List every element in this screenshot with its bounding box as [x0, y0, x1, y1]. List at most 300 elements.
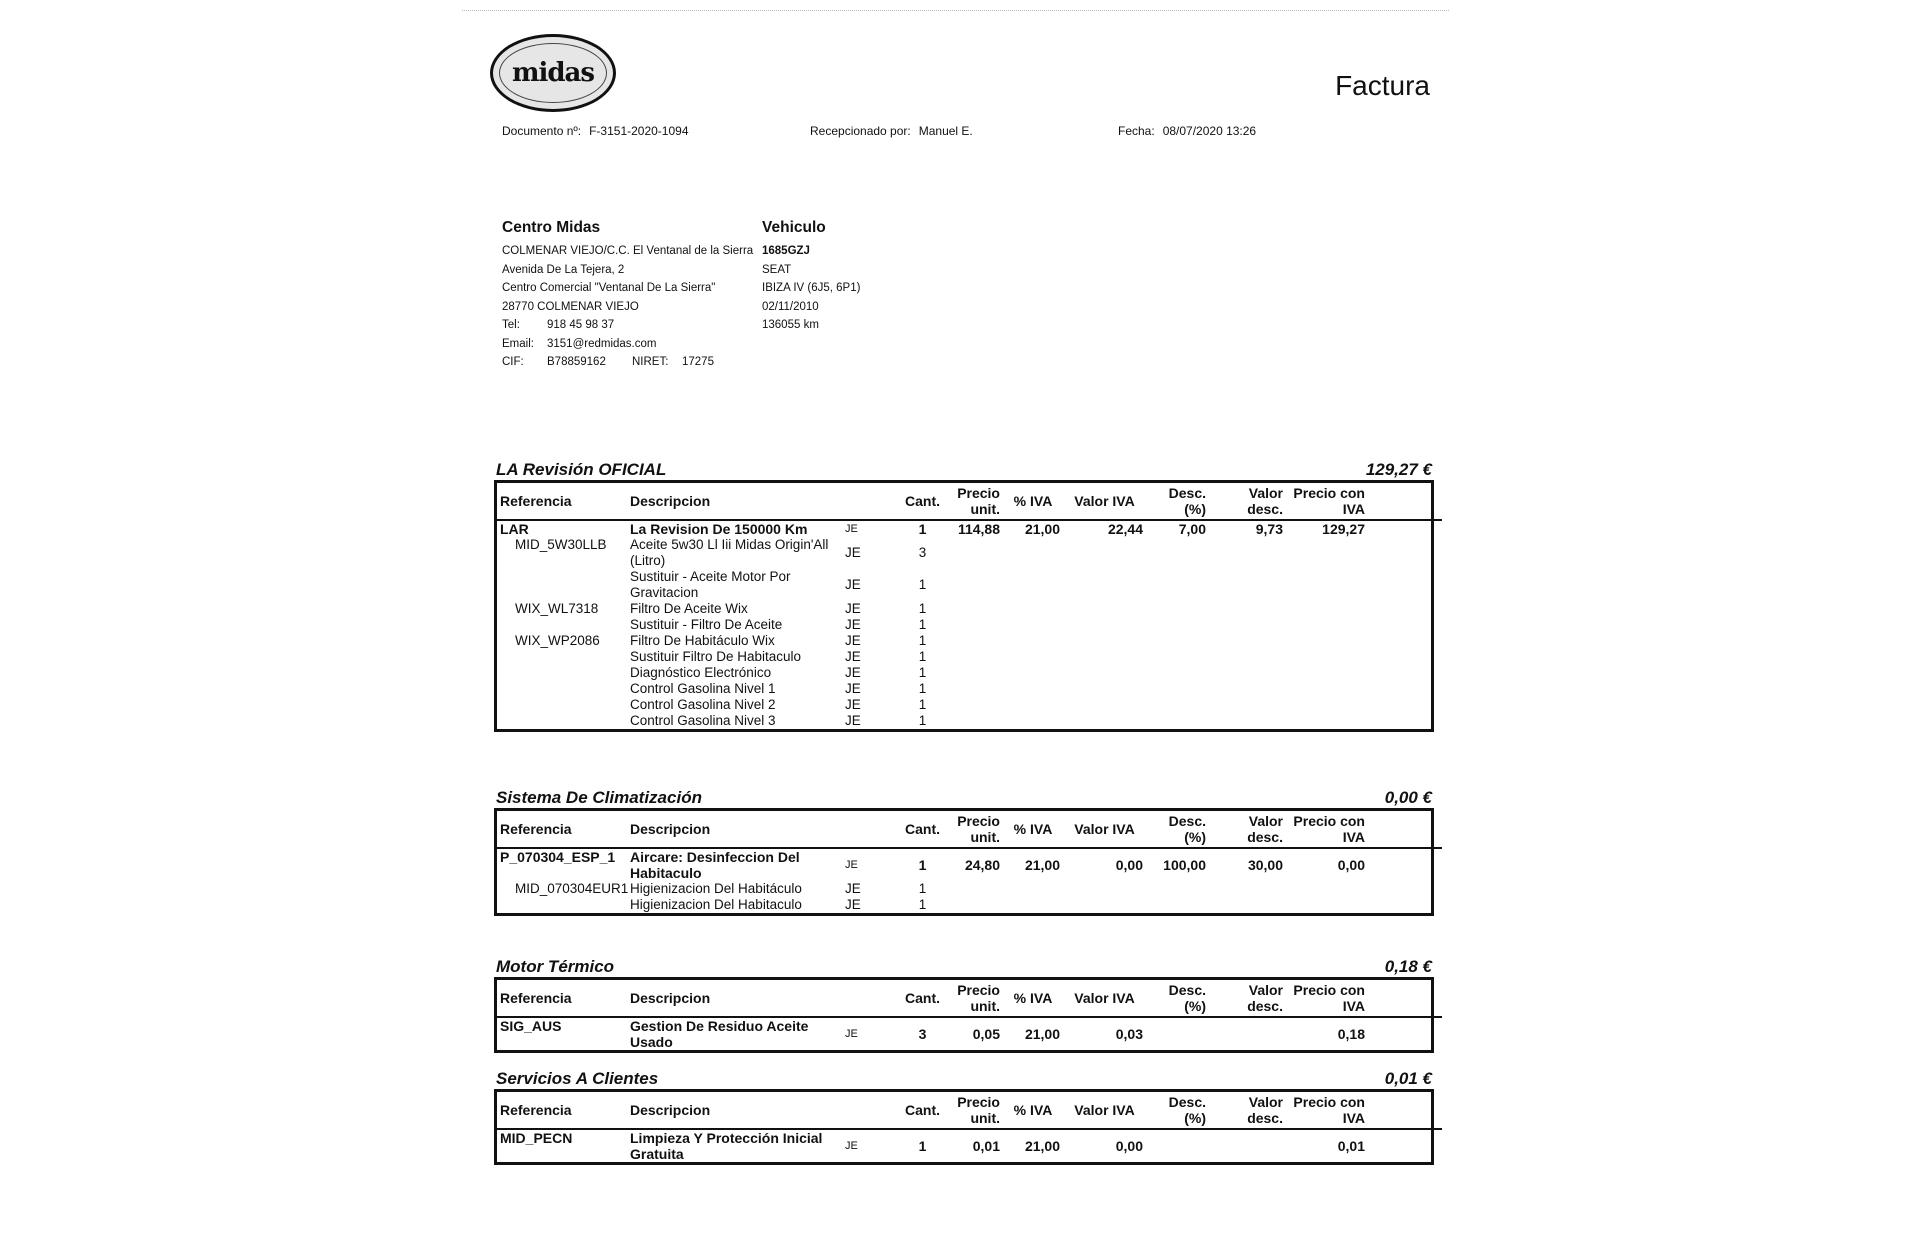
cell-precio-iva: 0,18 [1337, 1026, 1365, 1042]
cell-valor-iva [1063, 617, 1146, 633]
cell-precio-iva [1286, 617, 1368, 633]
centro-cif [502, 353, 753, 372]
table-row [497, 1129, 1442, 1162]
cell-cant: 1 [918, 881, 927, 896]
cell-descripcion: Control Gasolina Nivel 1 [630, 681, 776, 696]
cell-descripcion: Diagnóstico Electrónico [630, 665, 772, 680]
col-desc-pct-line1: Desc. [1168, 485, 1206, 501]
col-descripcion [627, 1092, 842, 1129]
cell-valor-iva: 0,00 [1115, 1138, 1143, 1154]
header-row [497, 483, 1442, 520]
cell-precio-unit [947, 897, 1003, 913]
col-desc-pct [1146, 980, 1209, 1017]
cell-referencia [497, 649, 627, 665]
table-row [497, 713, 1442, 729]
cell-referencia: LAR [500, 521, 529, 537]
cell-referencia: WIX_WP2086 [515, 633, 600, 648]
cell-precio-unit: 114,88 [957, 521, 1000, 537]
cell-iva [1003, 697, 1063, 713]
items-table-box [494, 480, 1434, 732]
col-precio-unit [947, 483, 1003, 520]
centro-email [502, 335, 753, 354]
cell-cant: 1 [918, 521, 927, 537]
cell-cant: 3 [918, 545, 927, 560]
col-desc-pct-line1: Desc. [1168, 813, 1206, 829]
cell-descripcion: Sustituir - Aceite Motor Por Gravitacion [630, 569, 791, 600]
cell-valor-desc [1209, 537, 1286, 569]
cell-je: JE [845, 1140, 858, 1152]
items-table [497, 980, 1442, 1050]
cell-je: JE [845, 601, 861, 616]
col-desc-pct-line2: (%) [1184, 501, 1206, 517]
section-header [494, 456, 1434, 480]
col-valor-iva-line1: Valor IVA [1074, 821, 1135, 837]
cell-valor-desc [1209, 897, 1286, 913]
cell-precio-unit [947, 697, 1003, 713]
cell-referencia: MID_5W30LLB [515, 537, 607, 552]
col-valor-desc [1209, 811, 1286, 848]
cell-je: JE [845, 633, 861, 648]
cell-descripcion: Aceite 5w30 Ll Iii Midas Origin'All (Litro) [630, 537, 829, 568]
cell-valor-iva [1063, 569, 1146, 601]
table-row [497, 897, 1442, 913]
cell-iva: 21,00 [1024, 1026, 1060, 1042]
cell-je: JE [845, 665, 861, 680]
header-row [497, 811, 1442, 848]
col-precio-unit-line1: Precio [957, 813, 1000, 829]
vehiculo-title: Vehiculo [762, 219, 826, 236]
cell-iva [1003, 881, 1063, 897]
col-referencia [497, 980, 627, 1017]
invoice-date [1118, 124, 1256, 138]
vehicle-plate: 1685GZJ [762, 245, 810, 257]
vehicle-model: IBIZA IV (6J5, 6P1) [762, 282, 861, 294]
cell-precio-unit [947, 601, 1003, 617]
cell-valor-desc [1209, 601, 1286, 617]
cell-je: JE [845, 617, 861, 632]
cell-desc-pct [1146, 881, 1209, 897]
col-cant-line1: Cant. [905, 821, 940, 837]
cell-iva: 21,00 [1024, 521, 1060, 537]
cell-iva [1003, 897, 1063, 913]
col-valor-iva-line1: Valor IVA [1074, 990, 1135, 1006]
doc-number [502, 124, 689, 138]
invoice-date-label: Fecha: [1118, 124, 1155, 138]
centro-block [502, 216, 753, 372]
col-valor-iva-line1: Valor IVA [1074, 493, 1135, 509]
col-valor-desc [1209, 980, 1286, 1017]
cell-iva [1003, 537, 1063, 569]
cell-precio-unit: 0,05 [972, 1026, 1000, 1042]
centro-line2: Avenida De La Tejera, 2 [502, 263, 625, 276]
cell-iva [1003, 569, 1063, 601]
document-title: Factura [1335, 70, 1430, 101]
table-row [497, 697, 1442, 713]
email-label: Email: [502, 337, 534, 350]
tel-value: 918 45 98 37 [547, 319, 615, 331]
col-iva [1003, 1092, 1063, 1129]
section-1 [494, 784, 1434, 916]
cell-precio-unit [947, 881, 1003, 897]
cell-referencia [497, 569, 627, 601]
cell-desc-pct [1146, 697, 1209, 713]
col-precio-unit-line2: unit. [970, 1110, 1000, 1126]
col-valor-iva [1063, 980, 1146, 1017]
cell-je: JE [845, 545, 861, 560]
cell-cant: 1 [918, 713, 927, 728]
cell-valor-desc: 30,00 [1247, 857, 1283, 873]
col-cant [898, 980, 947, 1017]
cell-iva [1003, 649, 1063, 665]
cell-iva [1003, 713, 1063, 729]
col-desc-pct-line1: Desc. [1168, 1094, 1206, 1110]
cell-precio-iva [1286, 649, 1368, 665]
section-total: 129,27 € [1365, 460, 1432, 479]
col-precio-iva-line2: IVA [1342, 1110, 1365, 1126]
cell-precio-iva: 0,00 [1337, 857, 1365, 873]
col-descripcion [627, 811, 842, 848]
col-precio-iva-line2: IVA [1342, 501, 1365, 517]
col-precio-unit [947, 1092, 1003, 1129]
logo-text: midas [499, 43, 607, 103]
cell-iva: 21,00 [1024, 857, 1060, 873]
items-table [497, 1092, 1442, 1162]
cell-valor-iva [1063, 897, 1146, 913]
cell-precio-iva [1286, 881, 1368, 897]
cell-je: JE [845, 577, 861, 592]
cell-desc-pct [1146, 665, 1209, 681]
col-referencia-line1: Referencia [500, 990, 572, 1006]
col-iva-line1: % IVA [1013, 990, 1053, 1006]
section-total: 0,01 € [1384, 1069, 1432, 1088]
col-cant-line1: Cant. [905, 990, 940, 1006]
col-valor-desc-line1: Valor [1248, 485, 1283, 501]
cell-referencia [497, 697, 627, 713]
tel-label: Tel: [502, 319, 520, 331]
col-iva-line1: % IVA [1013, 821, 1053, 837]
cell-cant: 1 [918, 601, 927, 616]
col-precio-iva [1286, 980, 1368, 1017]
cell-valor-iva [1063, 665, 1146, 681]
col-precio-unit-line1: Precio [957, 485, 1000, 501]
table-row [497, 633, 1442, 649]
cell-je: JE [845, 697, 861, 712]
cell-cant: 1 [918, 577, 927, 592]
col-valor-desc [1209, 483, 1286, 520]
cell-valor-desc [1209, 569, 1286, 601]
items-table-box [494, 1089, 1434, 1165]
cell-precio-unit [947, 617, 1003, 633]
cell-referencia [497, 665, 627, 681]
col-referencia-line1: Referencia [500, 1102, 572, 1118]
cell-cant: 3 [918, 1026, 927, 1042]
cell-iva [1003, 681, 1063, 697]
table-row [497, 848, 1442, 881]
cell-precio-unit: 24,80 [964, 857, 1000, 873]
doc-number-label: Documento nº: [502, 124, 582, 138]
cell-referencia: P_070304_ESP_1 [500, 849, 616, 865]
cell-valor-desc [1209, 617, 1286, 633]
midas-logo [490, 34, 616, 112]
col-precio-iva-line1: Precio con [1293, 485, 1365, 501]
cell-valor-desc [1209, 1017, 1286, 1050]
table-row [497, 649, 1442, 665]
cell-iva [1003, 601, 1063, 617]
cell-referencia [497, 713, 627, 729]
cell-precio-unit [947, 713, 1003, 729]
cell-desc-pct: 7,00 [1178, 521, 1206, 537]
cell-precio-iva [1286, 713, 1368, 729]
cell-precio-unit [947, 633, 1003, 649]
col-valor-desc-line2: desc. [1247, 829, 1283, 845]
cell-cant: 1 [918, 649, 927, 664]
cell-valor-iva [1063, 601, 1146, 617]
col-desc-pct [1146, 1092, 1209, 1129]
cell-valor-desc [1209, 649, 1286, 665]
col-referencia-line1: Referencia [500, 493, 572, 509]
col-desc-pct [1146, 811, 1209, 848]
col-precio-iva-line1: Precio con [1293, 1094, 1365, 1110]
cell-valor-desc [1209, 881, 1286, 897]
section-title: LA Revisión OFICIAL [496, 460, 667, 479]
cell-valor-desc [1209, 713, 1286, 729]
cell-precio-iva [1286, 665, 1368, 681]
cell-descripcion: Sustituir - Filtro De Aceite [630, 617, 783, 632]
col-desc-pct-line1: Desc. [1168, 982, 1206, 998]
section-2 [494, 953, 1434, 1053]
col-valor-desc-line1: Valor [1248, 1094, 1283, 1110]
cell-desc-pct [1146, 1017, 1209, 1050]
col-descripcion-line1: Descripcion [630, 493, 711, 509]
cell-precio-unit [947, 649, 1003, 665]
cell-valor-desc [1209, 697, 1286, 713]
col-precio-unit [947, 811, 1003, 848]
col-iva-line1: % IVA [1013, 1102, 1053, 1118]
cell-referencia [497, 617, 627, 633]
col-valor-iva-line1: Valor IVA [1074, 1102, 1135, 1118]
col-valor-iva [1063, 811, 1146, 848]
header-row [497, 1092, 1442, 1129]
cell-precio-iva [1286, 697, 1368, 713]
cell-precio-iva [1286, 601, 1368, 617]
cell-je: JE [845, 897, 861, 912]
cell-precio-iva [1286, 681, 1368, 697]
cell-iva [1003, 633, 1063, 649]
cell-descripcion: Gestion De Residuo Aceite Usado [630, 1018, 809, 1050]
cell-descripcion: Filtro De Habitáculo Wix [630, 633, 775, 648]
cell-valor-iva: 0,03 [1115, 1026, 1143, 1042]
received-by [810, 124, 973, 138]
doc-number-value: F-3151-2020-1094 [589, 124, 689, 138]
table-row [497, 520, 1442, 537]
table-row [497, 569, 1442, 601]
cell-valor-iva [1063, 713, 1146, 729]
cell-desc-pct: 100,00 [1163, 857, 1206, 873]
centro-title: Centro Midas [502, 219, 601, 236]
col-referencia [497, 1092, 627, 1129]
cell-precio-unit [947, 569, 1003, 601]
section-header [494, 1065, 1434, 1089]
cell-descripcion: Higienizacion Del Habitáculo [630, 881, 802, 896]
table-row [497, 1017, 1442, 1050]
niret-label: NIRET: [632, 356, 669, 368]
col-valor-iva [1063, 483, 1146, 520]
col-je-spacer [842, 1092, 898, 1129]
cell-descripcion: Control Gasolina Nivel 3 [630, 713, 776, 728]
cell-desc-pct [1146, 681, 1209, 697]
cell-cant: 1 [918, 857, 927, 873]
col-referencia [497, 811, 627, 848]
cell-precio-unit [947, 537, 1003, 569]
cell-valor-iva [1063, 697, 1146, 713]
cell-je: JE [845, 681, 861, 696]
col-desc-pct-line2: (%) [1184, 998, 1206, 1014]
cell-cant: 1 [918, 617, 927, 632]
table-row [497, 681, 1442, 697]
cell-desc-pct [1146, 601, 1209, 617]
centro-line3: Centro Comercial "Ventanal De La Sierra" [502, 282, 716, 294]
cell-precio-iva: 0,01 [1337, 1138, 1365, 1154]
invoice-date-value: 08/07/2020 13:26 [1162, 124, 1257, 138]
vehicle-km: 136055 km [762, 319, 819, 331]
cell-cant: 1 [918, 897, 927, 912]
cell-referencia: WIX_WL7318 [515, 601, 599, 616]
cell-desc-pct [1146, 713, 1209, 729]
cell-precio-iva [1286, 633, 1368, 649]
table-row [497, 617, 1442, 633]
col-referencia [497, 483, 627, 520]
cell-descripcion: Control Gasolina Nivel 2 [630, 697, 776, 712]
cell-valor-desc: 9,73 [1255, 521, 1283, 537]
cell-desc-pct [1146, 537, 1209, 569]
col-desc-pct [1146, 483, 1209, 520]
cell-iva [1003, 665, 1063, 681]
cell-precio-iva: 129,27 [1322, 521, 1365, 537]
col-descripcion-line1: Descripcion [630, 821, 711, 837]
table-row [497, 601, 1442, 617]
col-precio-unit-line1: Precio [957, 1094, 1000, 1110]
table-row [497, 881, 1442, 897]
cell-cant: 1 [918, 633, 927, 648]
cell-je: JE [845, 1028, 858, 1040]
cell-precio-unit: 0,01 [972, 1138, 1000, 1154]
col-descripcion [627, 980, 842, 1017]
cell-precio-unit [947, 665, 1003, 681]
col-iva [1003, 980, 1063, 1017]
cell-je: JE [845, 881, 861, 896]
received-by-label: Recepcionado por: [810, 124, 911, 138]
col-precio-unit-line2: unit. [970, 501, 1000, 517]
cell-cant: 1 [918, 665, 927, 680]
cell-desc-pct [1146, 633, 1209, 649]
cell-descripcion: Higienizacion Del Habitaculo [630, 897, 802, 912]
cell-descripcion: Limpieza Y Protección Inicial Gratuita [630, 1130, 823, 1162]
header-row [497, 980, 1442, 1017]
cell-precio-iva [1286, 537, 1368, 569]
centro-line4: 28770 COLMENAR VIEJO [502, 300, 639, 313]
col-precio-unit-line2: unit. [970, 998, 1000, 1014]
col-je-spacer [842, 811, 898, 848]
col-precio-iva-line1: Precio con [1293, 982, 1365, 998]
top-dotted-line [462, 10, 1449, 11]
cell-desc-pct [1146, 569, 1209, 601]
col-precio-unit-line1: Precio [957, 982, 1000, 998]
col-cant [898, 1092, 947, 1129]
cell-descripcion: La Revision De 150000 Km [630, 521, 808, 537]
col-je-spacer [842, 980, 898, 1017]
cell-valor-iva [1063, 681, 1146, 697]
cell-referencia [497, 681, 627, 697]
col-valor-desc-line2: desc. [1247, 1110, 1283, 1126]
cell-descripcion: Aircare: Desinfeccion Del Habitaculo [630, 849, 800, 881]
cif-value: B78859162 [547, 356, 606, 368]
section-3 [494, 1065, 1434, 1165]
col-precio-iva [1286, 1092, 1368, 1129]
cell-iva: 21,00 [1024, 1138, 1060, 1154]
col-valor-desc [1209, 1092, 1286, 1129]
cell-valor-iva: 0,00 [1115, 857, 1143, 873]
cell-descripcion: Sustituir Filtro De Habitaculo [630, 649, 802, 664]
vehicle-make: SEAT [762, 263, 792, 276]
section-total: 0,00 € [1384, 788, 1432, 807]
col-iva-line1: % IVA [1013, 493, 1053, 509]
cell-iva [1003, 617, 1063, 633]
cif-label: CIF: [502, 356, 524, 368]
col-precio-iva [1286, 483, 1368, 520]
cell-referencia: MID_PECN [500, 1130, 573, 1146]
vehicle-date: 02/11/2010 [762, 300, 819, 313]
col-desc-pct-line2: (%) [1184, 829, 1206, 845]
col-referencia-line1: Referencia [500, 821, 572, 837]
cell-desc-pct [1146, 617, 1209, 633]
col-je-spacer [842, 483, 898, 520]
col-precio-iva [1286, 811, 1368, 848]
cell-desc-pct [1146, 897, 1209, 913]
cell-referencia: MID_070304EUR1 [515, 881, 629, 896]
cell-valor-iva: 22,44 [1107, 521, 1143, 537]
vehiculo-block [762, 216, 860, 335]
section-title: Motor Térmico [496, 957, 615, 976]
section-title: Servicios A Clientes [496, 1069, 659, 1088]
table-row [497, 537, 1442, 569]
cell-valor-desc [1209, 681, 1286, 697]
centro-tel [502, 316, 753, 335]
cell-valor-iva [1063, 649, 1146, 665]
col-valor-iva [1063, 1092, 1146, 1129]
cell-cant: 1 [918, 697, 927, 712]
col-valor-desc-line2: desc. [1247, 998, 1283, 1014]
col-valor-desc-line1: Valor [1248, 813, 1283, 829]
section-header [494, 784, 1434, 808]
cell-valor-iva [1063, 633, 1146, 649]
section-total: 0,18 € [1384, 957, 1432, 976]
items-table-box [494, 977, 1434, 1053]
col-desc-pct-line2: (%) [1184, 1110, 1206, 1126]
col-precio-unit-line2: unit. [970, 829, 1000, 845]
received-by-value: Manuel E. [918, 124, 973, 138]
col-cant-line1: Cant. [905, 1102, 940, 1118]
section-title: Sistema De Climatización [496, 788, 702, 807]
cell-precio-iva [1286, 897, 1368, 913]
items-table-box [494, 808, 1434, 916]
col-descripcion-line1: Descripcion [630, 990, 711, 1006]
items-table [497, 811, 1442, 913]
col-cant [898, 483, 947, 520]
cell-valor-desc [1209, 665, 1286, 681]
col-cant [898, 811, 947, 848]
col-valor-desc-line1: Valor [1248, 982, 1283, 998]
cell-je: JE [845, 649, 861, 664]
